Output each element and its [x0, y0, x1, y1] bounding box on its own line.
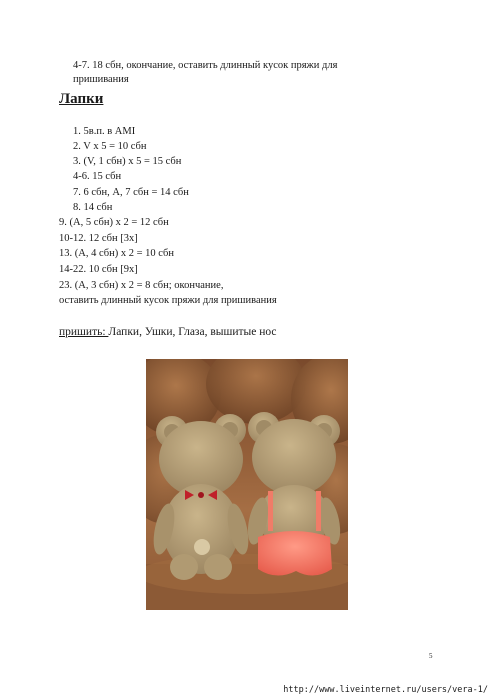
- step-line: 13. (A, 4 сбн) x 2 = 10 сбн: [59, 248, 174, 259]
- step-line: 8. 14 сбн: [73, 202, 113, 213]
- step-line: оставить длинный кусок пряжи для пришивания: [59, 295, 277, 306]
- step-line: 10-12. 12 сбн [3x]: [59, 233, 138, 244]
- section-title: Лапки: [59, 91, 104, 107]
- attach-text: Лапки, Ушки, Глаза, вышитые нос: [108, 326, 277, 338]
- step-line: 7. 6 сбн, А, 7 сбн = 14 сбн: [73, 187, 189, 198]
- step-line: 9. (А, 5 сбн) x 2 = 12 сбн: [59, 217, 169, 228]
- page-number: 5: [429, 652, 433, 660]
- step-line: 14-22. 10 сбн [9x]: [59, 264, 138, 275]
- attach-instruction: [59, 326, 277, 338]
- source-url: http://www.liveinternet.ru/users/vera-1/: [283, 685, 488, 695]
- intro-line-2: пришивания: [73, 74, 129, 85]
- step-line: 2. V x 5 = 10 сбн: [73, 141, 147, 152]
- step-line: 1. 5в.п. в AMI: [73, 126, 136, 137]
- step-line: 23. (А, 3 сбн) x 2 = 8 сбн; окончание,: [59, 280, 224, 291]
- teddy-bears-photo: [146, 359, 348, 610]
- teddy-bears-illustration: [146, 359, 348, 610]
- attach-label: пришить:: [59, 326, 109, 338]
- intro-line-1: 4-7. 18 сбн, окончание, оставить длинный кусок пряжи для: [73, 60, 338, 71]
- step-line: 3. (V, 1 сбн) x 5 = 15 сбн: [73, 156, 182, 167]
- step-line: 4-6. 15 сбн: [73, 171, 122, 182]
